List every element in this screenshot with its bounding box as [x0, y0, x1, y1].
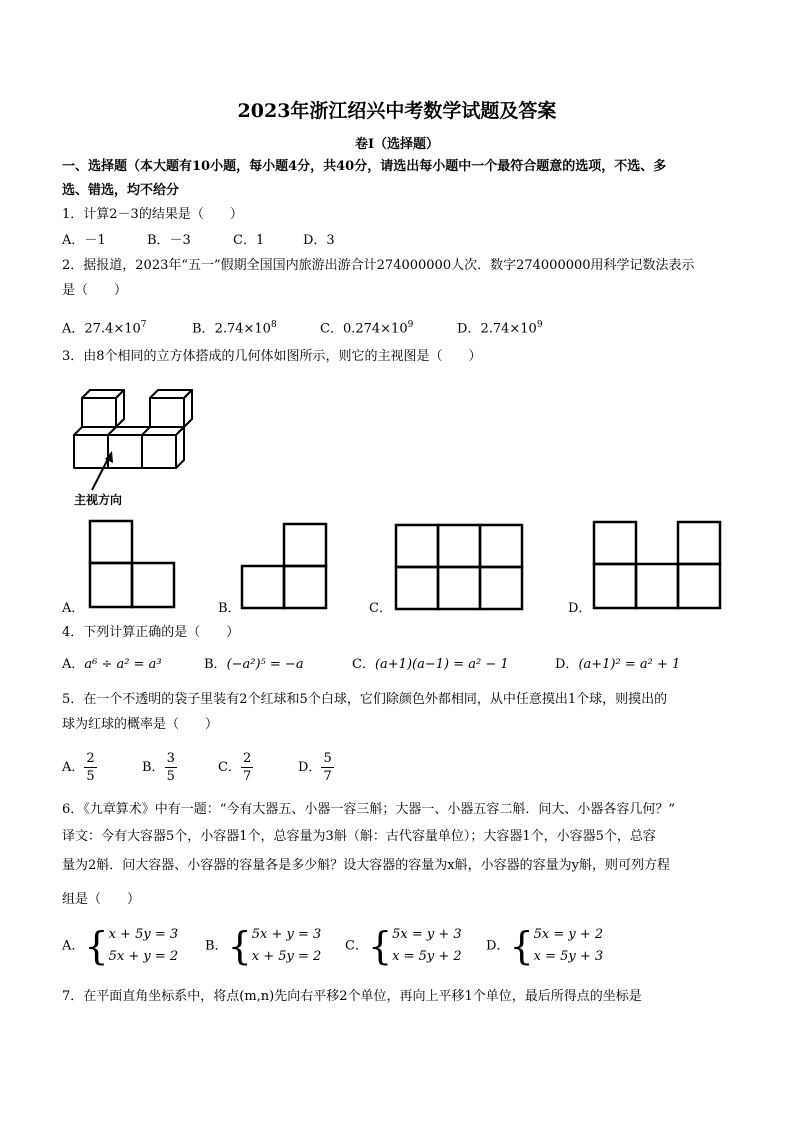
q3-stem: 3．由8个相同的立方体搭成的几何体如图所示，则它的主视图是（ ） [62, 349, 482, 364]
q3-option-a-label: A． [62, 601, 85, 616]
q3-option-a-figure [88, 519, 178, 611]
q6-line1: 6．《九章算术》中有一题：“今有大器五、小器一容三斛；大器一、小器五容二斛．问大、小器各容几何？” [62, 802, 676, 817]
section1-line2: 选、错选，均不给分 [62, 183, 180, 198]
q5-option-b: B． $\frac{3}{5}$ [142, 751, 175, 784]
cube-solid-figure [68, 382, 198, 510]
q6-line4: 组是（ ） [62, 892, 141, 907]
q1-option-d: D．3 [303, 233, 335, 248]
q3-option-d-figure [592, 520, 722, 610]
q6-line3: 量为2斛．问大容器、小容器的容量各是多少斛？设大容器的容量为x斛，小容器的容量为y斛，则可列方程 [62, 858, 670, 873]
q4-option-d: D．(a+1)² = a² + 1 [555, 657, 681, 672]
q2-option-b: B．$2.74\times 10^8$ [192, 320, 277, 337]
q2-option-a: A．$27.4\times 10^7$ [62, 320, 147, 337]
q1-option-a: A．－1 [62, 233, 106, 248]
q1-option-b: B．－3 [147, 233, 191, 248]
q3-option-c-label: C． [369, 601, 392, 616]
section-subtitle: 卷Ⅰ（选择题） [354, 137, 440, 152]
q6-option-c: C．{ 5x = y + 3 x = 5y + 2 [345, 924, 462, 968]
q3-option-c-figure [394, 523, 524, 611]
q2-option-d: D．$2.74\times 10^9$ [457, 320, 543, 337]
page-title: 2023年浙江绍兴中考数学试题及答案 [237, 100, 557, 122]
q4-option-b: B．(−a²)⁵ = −a [204, 657, 304, 672]
q4-option-c: C．(a+1)(a−1) = a² − 1 [352, 657, 509, 672]
q2-line1: 2．据报道，2023年“五一”假期全国国内旅游出游合计274000000人次．数字274000000用科学记数法表示 [62, 258, 695, 273]
q5-line1: 5．在一个不透明的袋子里装有2个红球和5个白球，它们除颜色外都相同，从中任意摸出1个球，则摸出的 [62, 692, 668, 707]
q2-option-c: C．$0.274\times 10^9$ [320, 320, 414, 337]
q6-line2: 译文：今有大容器5个，小容器1个，总容量为3斛（斛：古代容量单位）；大容器1个，小容器5个，总容 [62, 829, 656, 844]
q6-option-b: B．{ 5x + y = 3 x + 5y = 2 [205, 924, 322, 968]
q3-option-d-label: D． [568, 601, 592, 616]
section1-line1: 一、选择题（本大题有10小题，每小题4分，共40分，请选出每小题中一个最符合题意的选项，不选、多 [62, 159, 667, 174]
q5-option-d: D． $\frac{5}{7}$ [298, 751, 332, 784]
q5-option-c: C． $\frac{2}{7}$ [218, 751, 252, 784]
q3-option-b-figure [240, 522, 330, 612]
q1-option-c: C．1 [233, 233, 265, 248]
view-direction-label: 主视方向 [74, 493, 123, 507]
q5-option-a: A． $\frac{2}{5}$ [62, 751, 95, 784]
q7-line1: 7．在平面直角坐标系中，将点(m,n)先向右平移2个单位，再向上平移1个单位，最后所得点的坐标是 [62, 989, 642, 1004]
q4-option-a: A．a⁶ ÷ a² = a³ [62, 657, 162, 672]
q1-stem: 1．计算2－3的结果是（ ） [62, 207, 243, 222]
q4-stem: 4．下列计算正确的是（ ） [62, 625, 240, 640]
q5-line2: 球为红球的概率是（ ） [62, 717, 219, 732]
q6-option-a: A．{ x + 5y = 3 5x + y = 2 [62, 924, 179, 968]
q3-option-b-label: B． [218, 601, 241, 616]
q2-line2: 是（ ） [62, 283, 128, 298]
q6-option-d: D．{ 5x = y + 2 x = 5y + 3 [486, 924, 604, 968]
